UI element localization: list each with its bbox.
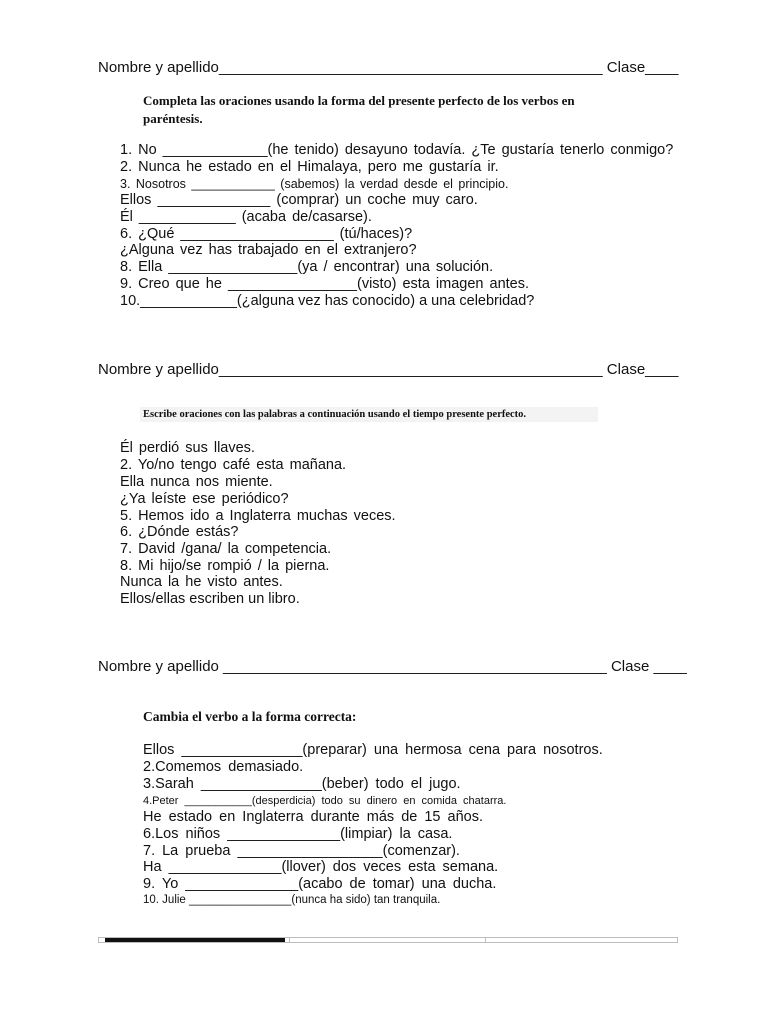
exercise-2-item: Nunca la he visto antes. [120, 574, 283, 590]
exercise-3-item: 4.Peter ___________(desperdicia) todo su dinero en comida chatarra. [143, 795, 507, 807]
exercise-2-item: 5. Hemos ido a Inglaterra muchas veces. [120, 508, 396, 524]
instruction-3: Cambia el verbo a la forma correcta: [143, 709, 357, 724]
scrollbar-thumb[interactable] [105, 938, 285, 942]
exercise-1-item: 2. Nunca he estado en el Himalaya, pero me gustaría ir. [120, 159, 499, 175]
exercise-3-item: 7. La prueba __________________(comenzar). [143, 843, 460, 859]
exercise-1-item: 8. Ella ________________(ya / encontrar) una solución. [120, 259, 494, 275]
name-and-class-line: Nombre y apellido______________________________________________ Clase____ [98, 361, 679, 378]
exercise-1-item: Él ____________ (acaba de/casarse). [120, 209, 372, 225]
name-and-class-line: Nombre y apellido______________________________________________ Clase____ [98, 59, 679, 76]
horizontal-scrollbar[interactable] [98, 937, 678, 943]
exercise-2-item: 6. ¿Dónde estás? [120, 524, 239, 540]
exercise-3-item: 9. Yo ______________(acabo de tomar) una ducha. [143, 876, 497, 892]
exercise-1-item: 9. Creo que he ________________(visto) esta imagen antes. [120, 276, 530, 292]
exercise-3-item: He estado en Inglaterra durante más de 15 años. [143, 809, 483, 825]
exercise-3-item: Ellos _______________(preparar) una hermosa cena para nosotros. [143, 742, 603, 758]
exercise-3-item: Ha ______________(llover) dos veces esta semana. [143, 859, 499, 875]
exercise-3-item: 3.Sarah _______________(beber) todo el jugo. [143, 776, 461, 792]
exercise-2-item: Él perdió sus llaves. [120, 440, 255, 456]
instruction-1 [143, 92, 575, 128]
exercise-2-item: Ella nunca nos miente. [120, 474, 273, 490]
exercise-1-item: 3. Nosotros ____________ (sabemos) la verdad desde el principio. [120, 177, 509, 191]
exercise-2-item: Ellos/ellas escriben un libro. [120, 591, 300, 607]
exercise-3-item: 6.Los niños ______________(limpiar) la casa. [143, 826, 453, 842]
name-and-class-line: Nombre y apellido ______________________________________________ Clase ____ [98, 658, 687, 675]
exercise-2-item: 2. Yo/no tengo café esta mañana. [120, 457, 347, 473]
instruction-1-line-2: paréntesis. [143, 111, 203, 126]
exercise-1-item: 10.____________(¿alguna vez has conocido) a una celebridad? [120, 293, 535, 309]
exercise-2-item: ¿Ya leíste ese periódico? [120, 491, 289, 507]
exercise-1-item: 1. No _____________(he tenido) desayuno todavía. ¿Te gustaría tenerlo conmigo? [120, 142, 674, 158]
exercise-1-item: 6. ¿Qué ___________________ (tú/haces)? [120, 226, 413, 242]
exercise-3-item: 10. Julie ________________(nunca ha sido) tan tranquila. [143, 894, 441, 906]
exercise-3-item: 2.Comemos demasiado. [143, 759, 304, 775]
exercise-1-item: ¿Alguna vez has trabajado en el extranjero? [120, 242, 417, 258]
instruction-1-line-1: Completa las oraciones usando la forma del presente perfecto de los verbos en [143, 93, 575, 108]
scrollbar-divider [289, 938, 290, 942]
instruction-2: Escribe oraciones con las palabras a continuación usando el tiempo presente perfecto. [140, 407, 598, 422]
exercise-2-item: 8. Mi hijo/se rompió / la pierna. [120, 558, 330, 574]
scrollbar-divider [485, 938, 486, 942]
exercise-2-item: 7. David /gana/ la competencia. [120, 541, 332, 557]
exercise-1-item: Ellos ______________ (comprar) un coche muy caro. [120, 192, 478, 208]
